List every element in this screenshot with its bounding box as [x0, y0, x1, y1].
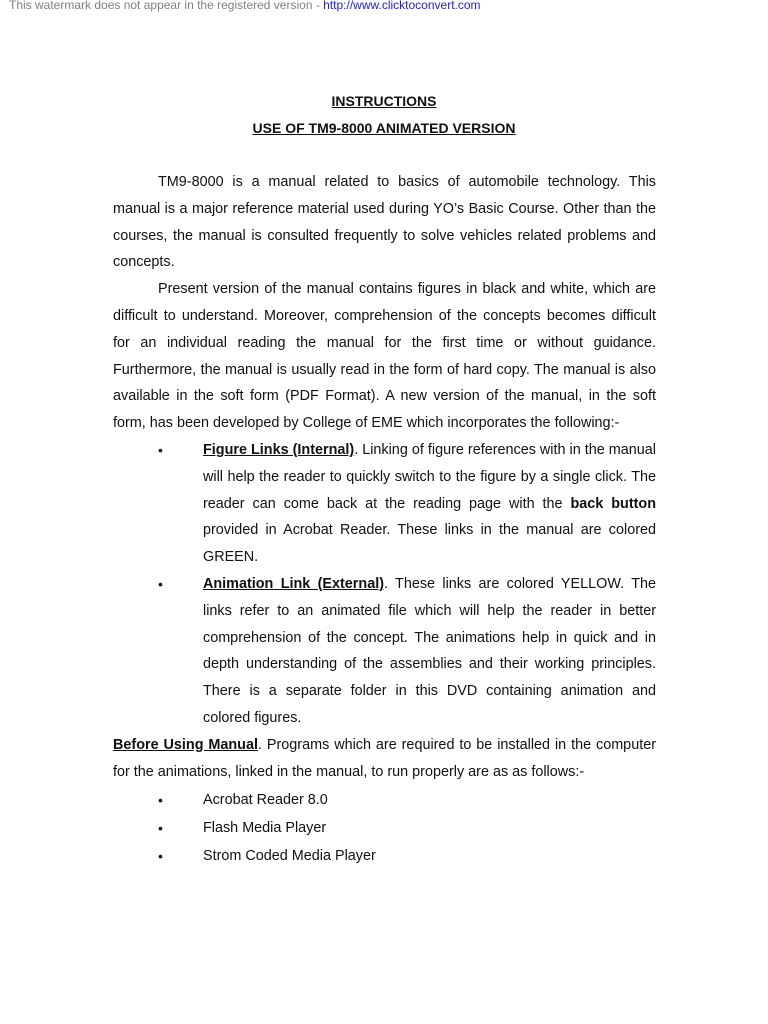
before-using-paragraph [113, 732, 656, 786]
watermark-link[interactable]: http://www.clicktoconvert.com [323, 0, 481, 12]
feature-list [113, 437, 656, 732]
document-title: INSTRUCTIONS [331, 93, 437, 109]
feature-text: . Linking of figure references with in the manual will help the reader to quickly switch to the figure by a single click. The reader can come back at the reading page with the [203, 441, 656, 512]
bullet-icon: • [158, 848, 163, 865]
list-item [113, 571, 656, 732]
program-list [113, 786, 656, 870]
feature-heading: Figure Links (Internal) [203, 441, 355, 458]
list-item [113, 786, 656, 814]
bullet-icon: • [158, 575, 163, 592]
program-label: Strom Coded Media Player [203, 848, 376, 865]
watermark-text: This watermark does not appear in the registered version - [9, 0, 324, 12]
before-using-heading: Before Using Manual [113, 736, 258, 753]
document-body [113, 169, 656, 870]
list-item [113, 842, 656, 870]
watermark [9, 0, 481, 12]
feature-bold-text: back button [570, 495, 656, 512]
list-item [113, 814, 656, 842]
document-subtitle: USE OF TM9-8000 ANIMATED VERSION [252, 120, 516, 136]
program-label: Flash Media Player [203, 820, 327, 837]
feature-text: . These links are colored YELLOW. The links refer to an animated file which will help the reader in better comprehension of the concept. The animations help in quick and in depth understanding of the assemblies and their working principles. There is a separate folder in this DVD containing animation and colored figures. [203, 575, 656, 726]
intro-paragraph: TM9-8000 is a manual related to basics of automobile technology. This manual is a major reference material used during YO’s Basic Course. Other than the courses, the manual is consulted frequently to solve vehicles related problems and concepts. [113, 174, 656, 271]
bullet-icon: • [158, 792, 163, 809]
feature-heading: Animation Link (External) [203, 575, 384, 592]
program-label: Acrobat Reader 8.0 [203, 792, 328, 809]
bullet-icon: • [158, 441, 163, 458]
list-item [113, 437, 656, 571]
feature-text-tail: provided in Acrobat Reader. These links in the manual are colored GREEN. [203, 522, 656, 566]
bullet-icon: • [158, 820, 163, 837]
before-using-text: . Programs which are required to be installed in the computer for the animations, linked in the manual, to run properly are as as follows:- [113, 736, 656, 780]
version-paragraph: Present version of the manual contains figures in black and white, which are difficult to understand. Moreover, comprehension of the concepts becomes difficult for an individual reading the manual for the first time or without guidance. Furthermore, the manual is usually read in the form of hard copy. The manual is also available in the soft form (PDF Format). A new version of the manual, in the soft form, has been developed by College of EME which incorporates the following:- [113, 281, 656, 432]
